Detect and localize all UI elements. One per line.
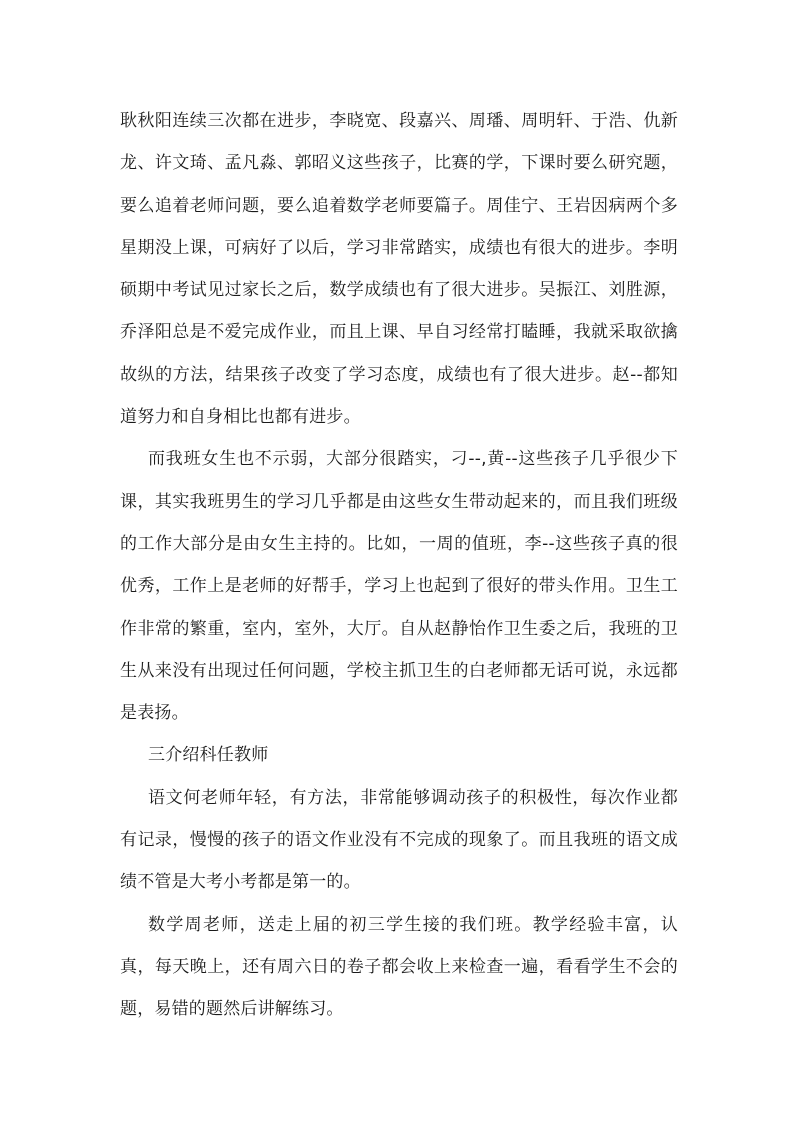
section-heading-subject-teachers: 三介绍科任教师 bbox=[148, 745, 269, 766]
paragraph-chinese-teacher: 语文何老师年轻，有方法，非常能够调动孩子的积极性，每次作业都有记录，慢慢的孩子的语文作业没有不完成的现象了。而且我班的语文成绩不管是大考小考都是第一的。 bbox=[120, 787, 678, 893]
document-body bbox=[120, 100, 678, 1031]
paragraph-math-teacher: 数学周老师，送走上届的初三学生接的我们班。教学经验丰富，认真，每天晚上，还有周六日的卷子都会收上来检查一遍，看看学生不会的题，易错的题然后讲解练习。 bbox=[120, 914, 678, 1020]
paragraph-female-students: 而我班女生也不示弱，大部分很踏实，刁--,黄--这些孩子几乎很少下课，其实我班男生的学习几乎都是由这些女生带动起来的，而且我们班级的工作大部分是由女生主持的。比如，一周的值班，李--这些孩子真的很优秀，工作上是老师的好帮手，学习上也起到了很好的带头作用。卫生工作非常的繁重，室内，室外，大厅。自从赵静怡作卫生委之后，我班的卫生从来没有出现过任何问题，学校主抓卫生的白老师都无话可说，永远都是表扬。 bbox=[120, 449, 678, 724]
paragraph-student-progress: 耿秋阳连续三次都在进步，李晓宽、段嘉兴、周璠、周明轩、于浩、仇新龙、许文琦、孟凡淼、郭昭义这些孩子，比赛的学，下课时要么研究题，要么追着老师问题，要么追着数学老师要篇子。周佳宁、王岩因病两个多星期没上课，可病好了以后，学习非常踏实，成绩也有很大的进步。李明硕期中考试见过家长之后，数学成绩也有了很大进步。吴振江、刘胜源，乔泽阳总是不爱完成作业，而且上课、早自习经常打瞌睡，我就采取欲擒故纵的方法，结果孩子改变了学习态度，成绩也有了很大进步。赵--都知道努力和自身相比也都有进步。 bbox=[120, 111, 678, 428]
